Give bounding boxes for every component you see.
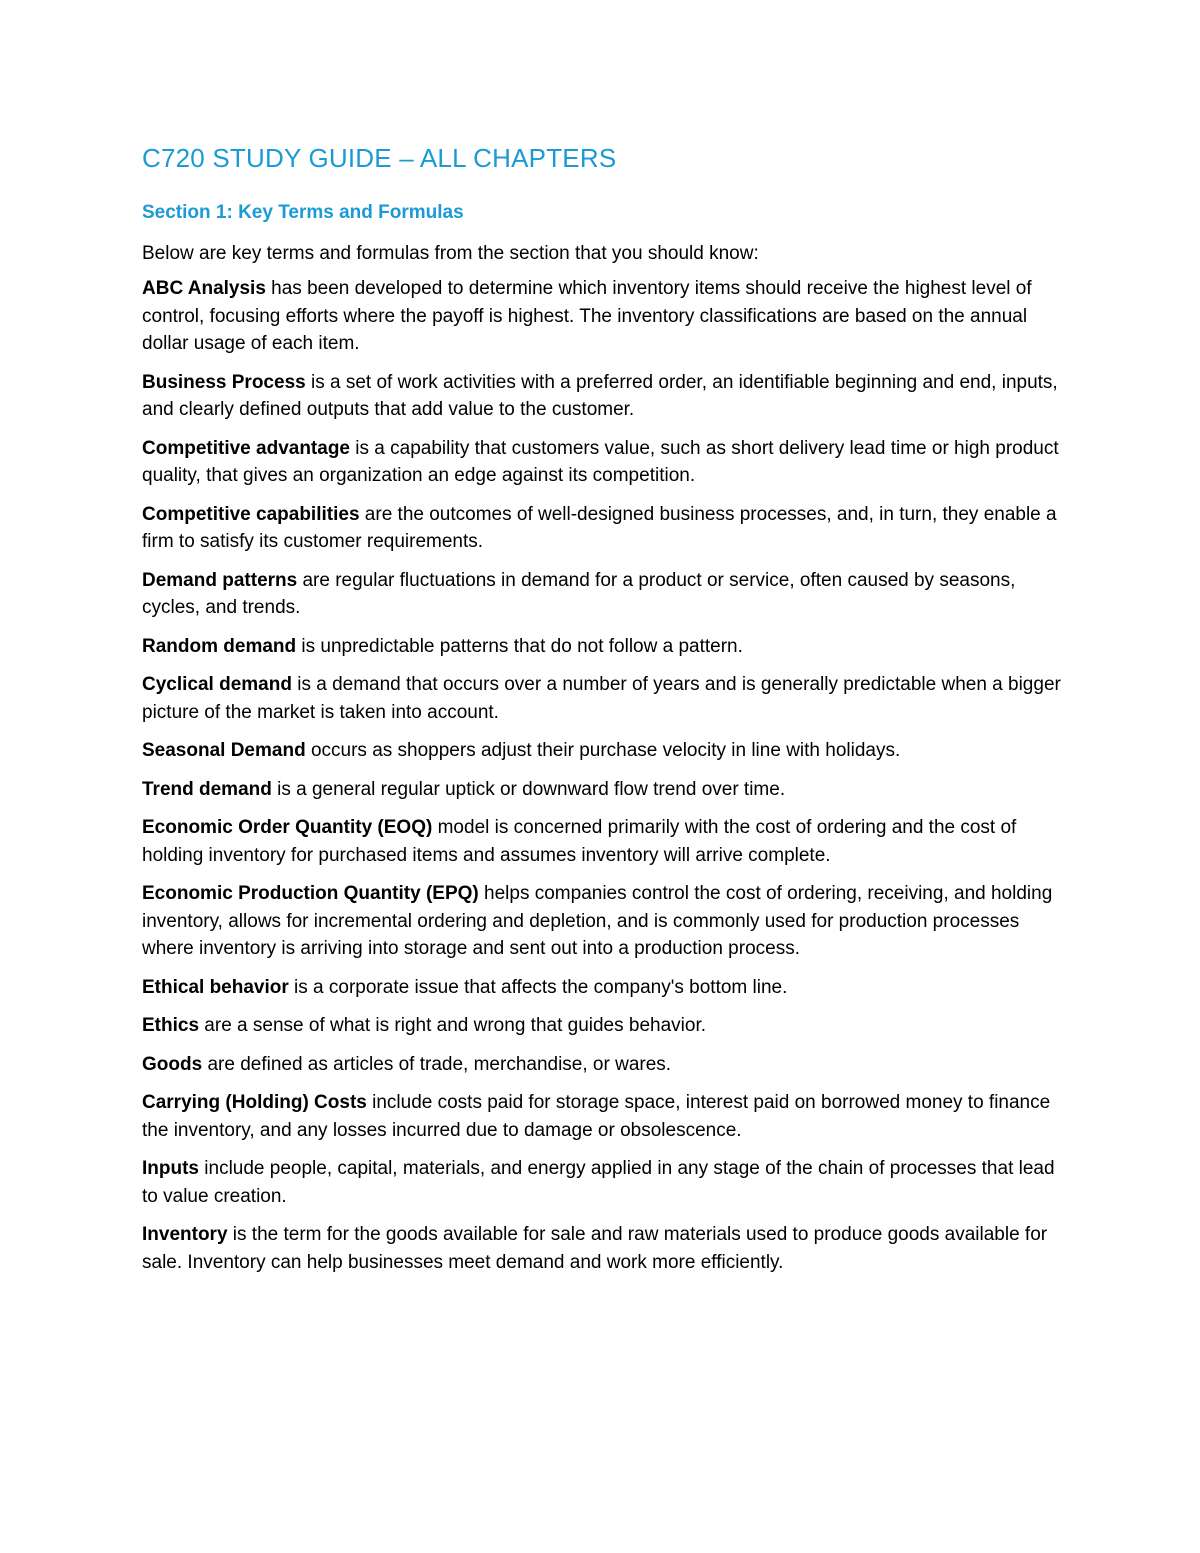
term-name: Inventory — [142, 1224, 228, 1245]
term-competitive-capabilities — [142, 501, 1072, 556]
term-name: Ethical behavior — [142, 976, 289, 998]
term-definition: model is concerned primarily with the cost of ordering and the cost of holding inventory for purchased items and assumes inventory will arrive complete. — [142, 817, 1017, 866]
term-name: Goods — [142, 1053, 203, 1075]
term-name: Carrying (Holding) Costs — [142, 1092, 367, 1113]
section-heading: Section 1: Key Terms and Formulas — [142, 202, 464, 223]
term-name: Economic Order Quantity (EOQ) — [142, 817, 433, 838]
term-definition: is a capability that customers value, such as short delivery lead time or high product quality, that gives an organization an edge against its competition. — [142, 437, 1059, 486]
term-name: ABC Analysis — [142, 278, 266, 299]
term-definition: include costs paid for storage space, interest paid on borrowed money to finance the inventory, and any losses incurred due to damage or obsolescence. — [142, 1092, 1051, 1141]
term-cyclical-demand — [142, 671, 1072, 726]
term-name: Inputs — [142, 1158, 199, 1179]
term-goods — [142, 1051, 1072, 1079]
term-business-process — [142, 369, 1072, 424]
term-definition: are defined as articles of trade, merchandise, or wares. — [202, 1053, 672, 1075]
term-definition: is a demand that occurs over a number of years and is generally predictable when a bigger picture of the market is taken into account. — [142, 674, 1061, 723]
term-name: Cyclical demand — [142, 674, 292, 695]
document-page — [142, 138, 1072, 1287]
term-name: Competitive capabilities — [142, 503, 360, 525]
term-carrying-costs — [142, 1089, 1072, 1144]
document-title: C720 STUDY GUIDE – ALL CHAPTERS — [142, 143, 617, 173]
term-definition: is a corporate issue that affects the company's bottom line. — [288, 976, 788, 998]
term-competitive-advantage — [142, 435, 1072, 490]
term-inputs — [142, 1155, 1072, 1210]
intro-text: Below are key terms and formulas from the section that you should know: — [142, 243, 759, 264]
term-definition: is a general regular uptick or downward flow trend over time. — [271, 778, 786, 800]
term-definition: are a sense of what is right and wrong that guides behavior. — [199, 1015, 707, 1036]
term-ethical-behavior — [142, 974, 1072, 1002]
term-name: Random demand — [142, 635, 297, 657]
term-name: Business Process — [142, 371, 306, 393]
term-name: Trend demand — [142, 778, 272, 800]
term-definition: are regular fluctuations in demand for a product or service, often caused by seasons, cycles, and trends. — [142, 569, 1016, 618]
term-definition: is unpredictable patterns that do not follow a pattern. — [296, 635, 743, 657]
term-definition: is a set of work activities with a preferred order, an identifiable beginning and end, inputs, and clearly defined outputs that add value to the customer. — [142, 371, 1058, 420]
term-random-demand — [142, 633, 1072, 661]
term-name: Competitive advantage — [142, 437, 350, 459]
term-inventory — [142, 1221, 1072, 1276]
term-eoq — [142, 814, 1072, 869]
term-demand-patterns — [142, 567, 1072, 622]
term-definition: has been developed to determine which inventory items should receive the highest level of control, focusing efforts where the payoff is highest. The inventory classifications are based on the annual dollar usage of each item. — [142, 278, 1032, 354]
term-name: Ethics — [142, 1015, 200, 1036]
term-name: Economic Production Quantity (EPQ) — [142, 883, 479, 904]
term-name: Demand patterns — [142, 569, 298, 591]
term-definition: is the term for the goods available for sale and raw materials used to produce goods available for sale. Inventory can help businesses meet demand and work more efficiently. — [142, 1224, 1048, 1273]
term-definition: include people, capital, materials, and energy applied in any stage of the chain of processes that lead to value creation. — [142, 1158, 1055, 1207]
term-definition: helps companies control the cost of ordering, receiving, and holding inventory, allows for incremental ordering and depletion, and is commonly used for production processes where inventory is arriving into storage and sent out into a production process. — [142, 883, 1053, 959]
term-abc-analysis — [142, 275, 1072, 358]
term-seasonal-demand — [142, 737, 1072, 765]
term-name: Seasonal Demand — [142, 740, 306, 761]
term-definition: are the outcomes of well-designed business processes, and, in turn, they enable a firm to satisfy its customer requirements. — [142, 503, 1057, 552]
term-epq — [142, 880, 1072, 963]
term-definition: occurs as shoppers adjust their purchase velocity in line with holidays. — [305, 740, 901, 761]
term-ethics — [142, 1012, 1072, 1040]
term-trend-demand — [142, 776, 1072, 804]
